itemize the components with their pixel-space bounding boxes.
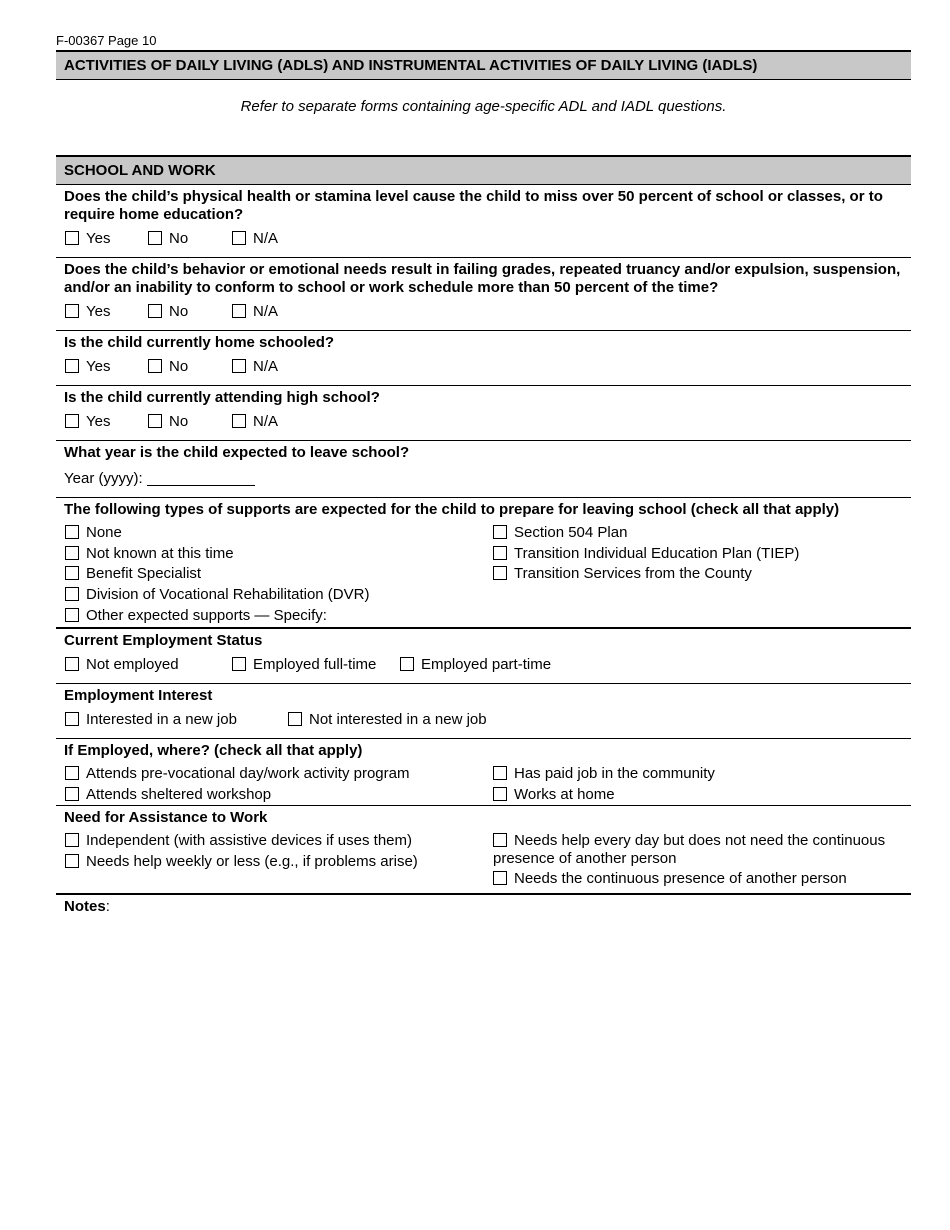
- q3-no-option[interactable]: No: [148, 358, 188, 376]
- employed-where-option[interactable]: Has paid job in the community: [493, 765, 715, 783]
- employment-status-label: Current Employment Status: [64, 632, 263, 649]
- support-option[interactable]: Section 504 Plan: [493, 524, 627, 542]
- employed-where-option[interactable]: Attends sheltered workshop: [65, 786, 271, 804]
- employment-status-option[interactable]: Not employed: [65, 656, 179, 674]
- checkbox[interactable]: [148, 231, 162, 245]
- checkbox[interactable]: [148, 414, 162, 428]
- checkbox[interactable]: [65, 231, 79, 245]
- assistance-label: Need for Assistance to Work: [64, 809, 268, 826]
- checkbox[interactable]: [65, 359, 79, 373]
- employment-status-option[interactable]: Employed full-time: [232, 656, 376, 674]
- assistance-option[interactable]: Needs help weekly or less (e.g., if problems arise): [65, 853, 418, 871]
- employment-interest-option[interactable]: Not interested in a new job: [288, 711, 487, 729]
- checkbox[interactable]: [232, 231, 246, 245]
- divider: [56, 893, 911, 895]
- q3-yes-option[interactable]: Yes: [65, 358, 110, 376]
- form-id: F-00367 Page 10: [56, 33, 157, 48]
- checkbox[interactable]: [493, 546, 507, 560]
- q4-no-option[interactable]: No: [148, 413, 188, 431]
- support-option[interactable]: Transition Services from the County: [493, 565, 752, 583]
- assistance-option[interactable]: Needs help every day but does not need the continuous presence of another person: [493, 832, 886, 867]
- q3-na-option[interactable]: N/A: [232, 358, 278, 376]
- support-option[interactable]: Benefit Specialist: [65, 565, 201, 583]
- divider: [56, 805, 911, 806]
- employment-status-option[interactable]: Employed part-time: [400, 656, 551, 674]
- checkbox[interactable]: [288, 712, 302, 726]
- q1-yes-option[interactable]: Yes: [65, 230, 110, 248]
- checkbox[interactable]: [148, 359, 162, 373]
- notes-field[interactable]: Notes:: [64, 898, 110, 915]
- support-option[interactable]: Transition Individual Education Plan (TIEP): [493, 545, 799, 563]
- employed-where-option[interactable]: Works at home: [493, 786, 615, 804]
- checkbox[interactable]: [493, 787, 507, 801]
- checkbox[interactable]: [232, 657, 246, 671]
- q2-yes-option[interactable]: Yes: [65, 303, 110, 321]
- question-supports: The following types of supports are expected for the child to prepare for leaving school (check all that apply): [64, 501, 840, 518]
- checkbox[interactable]: [65, 854, 79, 868]
- q1-na-option[interactable]: N/A: [232, 230, 278, 248]
- checkbox[interactable]: [65, 608, 79, 622]
- question-behavior: Does the child’s behavior or emotional needs result in failing grades, repeated truancy and/or expulsion, suspension, and/or an inability to conform to school or work schedule more than 50 percent of the time?: [64, 261, 901, 296]
- assistance-option[interactable]: Independent (with assistive devices if uses them): [65, 832, 412, 850]
- support-option[interactable]: None: [65, 524, 122, 542]
- checkbox[interactable]: [232, 414, 246, 428]
- question-leave-school-year: What year is the child expected to leave school?: [64, 444, 410, 461]
- employed-where-option[interactable]: Attends pre-vocational day/work activity program: [65, 765, 409, 783]
- checkbox[interactable]: [148, 304, 162, 318]
- support-option[interactable]: Other expected supports — Specify:: [65, 607, 327, 625]
- checkbox[interactable]: [65, 525, 79, 539]
- checkbox[interactable]: [493, 871, 507, 885]
- divider: [56, 497, 911, 498]
- divider: [56, 683, 911, 684]
- checkbox[interactable]: [232, 359, 246, 373]
- employment-interest-option[interactable]: Interested in a new job: [65, 711, 237, 729]
- employed-where-label: If Employed, where? (check all that apply): [64, 742, 363, 759]
- checkbox[interactable]: [65, 766, 79, 780]
- question-physical-health: Does the child’s physical health or stamina level cause the child to miss over 50 percent of school or classes, or to require home education?: [64, 188, 883, 223]
- divider: [56, 330, 911, 331]
- divider: [56, 385, 911, 386]
- assistance-option[interactable]: Needs the continuous presence of another person: [493, 870, 847, 888]
- checkbox[interactable]: [65, 566, 79, 580]
- adl-section-header: ACTIVITIES OF DAILY LIVING (ADLS) AND INSTRUMENTAL ACTIVITIES OF DAILY LIVING (IADLS): [56, 50, 911, 80]
- year-field: Year (yyyy):: [64, 470, 255, 488]
- divider: [56, 440, 911, 441]
- checkbox[interactable]: [493, 766, 507, 780]
- divider: [56, 257, 911, 258]
- question-home-schooled: Is the child currently home schooled?: [64, 334, 335, 351]
- school-work-section-header: SCHOOL AND WORK: [56, 155, 911, 185]
- checkbox[interactable]: [65, 833, 79, 847]
- divider: [56, 738, 911, 739]
- q4-yes-option[interactable]: Yes: [65, 413, 110, 431]
- employment-interest-label: Employment Interest: [64, 687, 213, 704]
- q1-no-option[interactable]: No: [148, 230, 188, 248]
- q2-na-option[interactable]: N/A: [232, 303, 278, 321]
- year-input[interactable]: [147, 471, 255, 486]
- checkbox[interactable]: [65, 787, 79, 801]
- checkbox[interactable]: [65, 657, 79, 671]
- checkbox[interactable]: [232, 304, 246, 318]
- adl-note: Refer to separate forms containing age-specific ADL and IADL questions.: [240, 98, 727, 115]
- checkbox[interactable]: [400, 657, 414, 671]
- question-high-school: Is the child currently attending high school?: [64, 389, 380, 406]
- notes-label: Notes: [64, 898, 106, 915]
- checkbox[interactable]: [65, 546, 79, 560]
- divider: [56, 627, 911, 629]
- checkbox[interactable]: [65, 712, 79, 726]
- checkbox[interactable]: [493, 525, 507, 539]
- support-option[interactable]: Not known at this time: [65, 545, 234, 563]
- support-option[interactable]: Division of Vocational Rehabilitation (DVR): [65, 586, 369, 604]
- checkbox[interactable]: [65, 587, 79, 601]
- checkbox[interactable]: [493, 566, 507, 580]
- q4-na-option[interactable]: N/A: [232, 413, 278, 431]
- checkbox[interactable]: [65, 414, 79, 428]
- q2-no-option[interactable]: No: [148, 303, 188, 321]
- checkbox[interactable]: [65, 304, 79, 318]
- checkbox[interactable]: [493, 833, 507, 847]
